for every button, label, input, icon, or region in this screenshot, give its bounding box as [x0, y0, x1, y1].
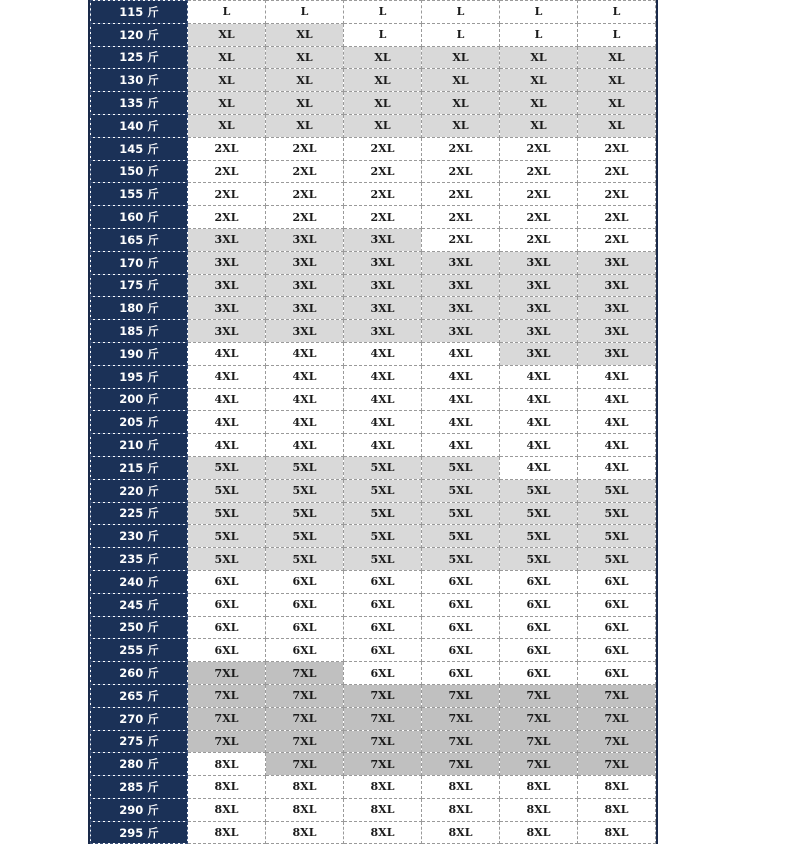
size-cell: 4XL: [578, 434, 656, 457]
weight-label: 260 斤: [91, 662, 188, 685]
weight-label: 275 斤: [91, 730, 188, 753]
size-cell: XL: [188, 46, 266, 69]
size-cell: 8XL: [344, 798, 422, 821]
size-cell: 2XL: [578, 228, 656, 251]
size-row: [91, 388, 656, 411]
size-cell: 4XL: [266, 342, 344, 365]
size-cell: 3XL: [188, 297, 266, 320]
weight-label: 190 斤: [91, 342, 188, 365]
size-cell: 5XL: [578, 525, 656, 548]
weight-label: 170 斤: [91, 251, 188, 274]
size-cell: 7XL: [578, 753, 656, 776]
size-cell: 2XL: [344, 183, 422, 206]
size-row: [91, 776, 656, 799]
size-cell: 8XL: [266, 821, 344, 844]
size-cell: L: [500, 23, 578, 46]
size-cell: 3XL: [188, 274, 266, 297]
size-cell: L: [188, 1, 266, 24]
size-cell: 2XL: [344, 137, 422, 160]
size-cell: XL: [500, 114, 578, 137]
size-cell: 2XL: [578, 160, 656, 183]
size-cell: 3XL: [188, 228, 266, 251]
size-cell: 7XL: [422, 753, 500, 776]
weight-label: 200 斤: [91, 388, 188, 411]
size-cell: 5XL: [500, 502, 578, 525]
size-cell: 3XL: [422, 251, 500, 274]
size-cell: 3XL: [500, 297, 578, 320]
size-cell: 8XL: [578, 776, 656, 799]
size-cell: 2XL: [266, 206, 344, 229]
size-cell: 5XL: [422, 548, 500, 571]
size-cell: 4XL: [188, 388, 266, 411]
size-table: [90, 0, 656, 844]
size-cell: 5XL: [188, 548, 266, 571]
size-cell: 3XL: [266, 228, 344, 251]
size-cell: 6XL: [344, 639, 422, 662]
weight-label: 290 斤: [91, 798, 188, 821]
size-cell: 8XL: [422, 776, 500, 799]
size-row: [91, 69, 656, 92]
size-cell: 5XL: [422, 456, 500, 479]
size-cell: 4XL: [500, 365, 578, 388]
weight-label: 220 斤: [91, 479, 188, 502]
size-cell: 8XL: [344, 821, 422, 844]
size-cell: XL: [500, 69, 578, 92]
size-row: [91, 525, 656, 548]
size-cell: 8XL: [500, 798, 578, 821]
weight-label: 130 斤: [91, 69, 188, 92]
size-row: [91, 434, 656, 457]
size-cell: XL: [188, 69, 266, 92]
size-cell: 8XL: [188, 776, 266, 799]
size-cell: XL: [422, 92, 500, 115]
size-row: [91, 114, 656, 137]
size-cell: 5XL: [344, 548, 422, 571]
size-cell: 2XL: [422, 228, 500, 251]
size-row: [91, 411, 656, 434]
size-cell: 7XL: [500, 684, 578, 707]
size-cell: XL: [344, 114, 422, 137]
size-row: [91, 502, 656, 525]
size-cell: 4XL: [500, 456, 578, 479]
size-cell: 4XL: [188, 434, 266, 457]
size-cell: 3XL: [500, 274, 578, 297]
size-cell: 5XL: [188, 502, 266, 525]
weight-label: 185 斤: [91, 320, 188, 343]
size-cell: 3XL: [266, 251, 344, 274]
weight-label: 155 斤: [91, 183, 188, 206]
size-row: [91, 662, 656, 685]
size-cell: 7XL: [500, 753, 578, 776]
size-cell: 4XL: [188, 342, 266, 365]
size-cell: 6XL: [188, 570, 266, 593]
weight-label: 235 斤: [91, 548, 188, 571]
size-cell: 5XL: [266, 456, 344, 479]
size-cell: 4XL: [188, 365, 266, 388]
size-cell: 6XL: [500, 639, 578, 662]
size-cell: 5XL: [188, 456, 266, 479]
size-cell: 6XL: [422, 639, 500, 662]
size-row: [91, 798, 656, 821]
size-cell: 4XL: [422, 411, 500, 434]
size-cell: 7XL: [188, 684, 266, 707]
size-cell: 3XL: [266, 297, 344, 320]
size-cell: 6XL: [266, 616, 344, 639]
size-row: [91, 297, 656, 320]
size-cell: 7XL: [266, 753, 344, 776]
size-cell: 8XL: [578, 821, 656, 844]
size-cell: 6XL: [266, 570, 344, 593]
size-cell: XL: [344, 92, 422, 115]
size-cell: 5XL: [266, 525, 344, 548]
size-cell: 6XL: [578, 662, 656, 685]
size-cell: 5XL: [344, 456, 422, 479]
size-row: [91, 548, 656, 571]
size-cell: 6XL: [188, 593, 266, 616]
size-row: [91, 23, 656, 46]
size-row: [91, 479, 656, 502]
size-cell: 3XL: [188, 251, 266, 274]
size-cell: 5XL: [578, 548, 656, 571]
size-cell: L: [578, 1, 656, 24]
weight-label: 165 斤: [91, 228, 188, 251]
size-cell: 6XL: [266, 593, 344, 616]
size-cell: 6XL: [344, 616, 422, 639]
size-cell: 8XL: [188, 821, 266, 844]
size-cell: 5XL: [422, 479, 500, 502]
weight-label: 145 斤: [91, 137, 188, 160]
size-cell: XL: [188, 23, 266, 46]
size-row: [91, 137, 656, 160]
size-cell: 6XL: [578, 616, 656, 639]
weight-label: 195 斤: [91, 365, 188, 388]
size-cell: 4XL: [266, 411, 344, 434]
size-cell: 5XL: [188, 479, 266, 502]
size-cell: 7XL: [422, 684, 500, 707]
size-cell: 4XL: [266, 365, 344, 388]
size-cell: 4XL: [188, 411, 266, 434]
size-cell: 2XL: [500, 160, 578, 183]
size-cell: 6XL: [422, 570, 500, 593]
size-cell: 7XL: [188, 730, 266, 753]
size-cell: 2XL: [422, 160, 500, 183]
size-cell: 2XL: [266, 183, 344, 206]
size-cell: 7XL: [422, 707, 500, 730]
size-cell: 6XL: [500, 593, 578, 616]
weight-label: 265 斤: [91, 684, 188, 707]
size-cell: 8XL: [500, 776, 578, 799]
size-cell: 6XL: [500, 570, 578, 593]
size-row: [91, 753, 656, 776]
size-cell: 5XL: [578, 502, 656, 525]
size-cell: L: [422, 1, 500, 24]
size-cell: 7XL: [500, 730, 578, 753]
weight-label: 295 斤: [91, 821, 188, 844]
size-cell: 4XL: [578, 411, 656, 434]
size-cell: 7XL: [578, 707, 656, 730]
size-cell: 3XL: [578, 320, 656, 343]
size-cell: XL: [500, 46, 578, 69]
size-cell: 8XL: [500, 821, 578, 844]
weight-label: 135 斤: [91, 92, 188, 115]
size-cell: 4XL: [422, 434, 500, 457]
size-cell: XL: [578, 46, 656, 69]
size-cell: 7XL: [266, 662, 344, 685]
size-cell: 4XL: [578, 365, 656, 388]
size-cell: XL: [344, 46, 422, 69]
size-cell: 6XL: [422, 616, 500, 639]
size-cell: 4XL: [266, 388, 344, 411]
size-cell: 7XL: [344, 707, 422, 730]
size-cell: 3XL: [188, 320, 266, 343]
size-row: [91, 228, 656, 251]
size-row: [91, 206, 656, 229]
weight-label: 160 斤: [91, 206, 188, 229]
size-cell: XL: [266, 92, 344, 115]
size-cell: 3XL: [344, 297, 422, 320]
size-cell: 4XL: [344, 342, 422, 365]
size-cell: 4XL: [422, 388, 500, 411]
size-cell: 3XL: [344, 228, 422, 251]
weight-label: 150 斤: [91, 160, 188, 183]
size-cell: 3XL: [344, 320, 422, 343]
size-cell: 2XL: [500, 183, 578, 206]
size-row: [91, 707, 656, 730]
size-cell: 2XL: [500, 137, 578, 160]
size-cell: 3XL: [422, 274, 500, 297]
size-row: [91, 730, 656, 753]
size-cell: 4XL: [578, 456, 656, 479]
size-cell: 5XL: [266, 479, 344, 502]
size-cell: 6XL: [188, 616, 266, 639]
size-cell: 7XL: [578, 684, 656, 707]
size-cell: L: [422, 23, 500, 46]
size-cell: 5XL: [266, 548, 344, 571]
size-row: [91, 320, 656, 343]
size-cell: 2XL: [422, 206, 500, 229]
size-cell: 2XL: [578, 183, 656, 206]
weight-label: 125 斤: [91, 46, 188, 69]
weight-label: 210 斤: [91, 434, 188, 457]
weight-label: 225 斤: [91, 502, 188, 525]
size-cell: 7XL: [266, 684, 344, 707]
size-row: [91, 456, 656, 479]
size-cell: 6XL: [500, 662, 578, 685]
size-cell: 2XL: [578, 206, 656, 229]
size-cell: 3XL: [422, 320, 500, 343]
size-cell: 4XL: [422, 342, 500, 365]
size-cell: 2XL: [188, 137, 266, 160]
size-cell: 6XL: [266, 639, 344, 662]
size-cell: 8XL: [266, 798, 344, 821]
size-cell: 3XL: [578, 342, 656, 365]
size-cell: 6XL: [578, 593, 656, 616]
size-cell: 2XL: [500, 206, 578, 229]
size-cell: 5XL: [500, 525, 578, 548]
weight-label: 175 斤: [91, 274, 188, 297]
weight-label: 270 斤: [91, 707, 188, 730]
weight-label: 205 斤: [91, 411, 188, 434]
size-cell: 5XL: [500, 548, 578, 571]
size-cell: XL: [422, 114, 500, 137]
size-cell: XL: [266, 46, 344, 69]
size-cell: 8XL: [344, 776, 422, 799]
size-cell: 2XL: [266, 160, 344, 183]
size-table-body: [91, 1, 656, 844]
size-row: [91, 1, 656, 24]
size-cell: 2XL: [422, 183, 500, 206]
size-cell: 3XL: [266, 320, 344, 343]
weight-label: 255 斤: [91, 639, 188, 662]
size-cell: 4XL: [344, 411, 422, 434]
size-cell: 8XL: [188, 798, 266, 821]
size-cell: XL: [344, 69, 422, 92]
size-cell: 7XL: [500, 707, 578, 730]
size-cell: 5XL: [266, 502, 344, 525]
size-cell: 4XL: [500, 434, 578, 457]
weight-label: 250 斤: [91, 616, 188, 639]
size-cell: 2XL: [578, 137, 656, 160]
size-cell: 3XL: [500, 251, 578, 274]
weight-label: 240 斤: [91, 570, 188, 593]
size-cell: XL: [578, 92, 656, 115]
size-cell: 4XL: [344, 365, 422, 388]
size-cell: 3XL: [578, 297, 656, 320]
size-cell: 3XL: [578, 274, 656, 297]
size-row: [91, 684, 656, 707]
size-row: [91, 274, 656, 297]
size-cell: XL: [500, 92, 578, 115]
size-cell: 4XL: [422, 365, 500, 388]
size-cell: 5XL: [578, 479, 656, 502]
size-cell: XL: [188, 114, 266, 137]
size-cell: 2XL: [188, 160, 266, 183]
size-cell: L: [578, 23, 656, 46]
size-cell: 7XL: [344, 730, 422, 753]
weight-label: 215 斤: [91, 456, 188, 479]
size-cell: 2XL: [188, 183, 266, 206]
size-cell: 4XL: [578, 388, 656, 411]
size-cell: 7XL: [188, 662, 266, 685]
size-row: [91, 616, 656, 639]
size-cell: 5XL: [344, 525, 422, 548]
size-cell: XL: [266, 23, 344, 46]
size-cell: XL: [578, 69, 656, 92]
size-cell: L: [344, 1, 422, 24]
size-cell: 5XL: [422, 525, 500, 548]
size-row: [91, 46, 656, 69]
size-cell: 7XL: [344, 684, 422, 707]
size-row: [91, 570, 656, 593]
size-row: [91, 821, 656, 844]
size-cell: 7XL: [266, 707, 344, 730]
size-cell: 3XL: [422, 297, 500, 320]
weight-label: 140 斤: [91, 114, 188, 137]
size-cell: 6XL: [344, 593, 422, 616]
size-cell: 7XL: [422, 730, 500, 753]
size-cell: 8XL: [266, 776, 344, 799]
size-cell: 8XL: [422, 821, 500, 844]
size-cell: 3XL: [266, 274, 344, 297]
size-cell: 4XL: [266, 434, 344, 457]
size-cell: 6XL: [578, 639, 656, 662]
size-cell: 3XL: [344, 251, 422, 274]
size-row: [91, 639, 656, 662]
size-cell: 2XL: [188, 206, 266, 229]
size-row: [91, 183, 656, 206]
weight-label: 120 斤: [91, 23, 188, 46]
size-cell: 5XL: [344, 502, 422, 525]
weight-label: 245 斤: [91, 593, 188, 616]
weight-label: 115 斤: [91, 1, 188, 24]
size-cell: 2XL: [422, 137, 500, 160]
size-cell: 5XL: [188, 525, 266, 548]
size-cell: L: [344, 23, 422, 46]
size-cell: 5XL: [422, 502, 500, 525]
size-cell: L: [500, 1, 578, 24]
size-cell: XL: [578, 114, 656, 137]
size-cell: 2XL: [344, 206, 422, 229]
size-cell: 4XL: [500, 388, 578, 411]
weight-label: 180 斤: [91, 297, 188, 320]
size-row: [91, 365, 656, 388]
size-cell: 3XL: [344, 274, 422, 297]
size-row: [91, 92, 656, 115]
size-cell: 2XL: [344, 160, 422, 183]
size-cell: 7XL: [578, 730, 656, 753]
size-chart: [88, 0, 658, 844]
size-cell: 2XL: [500, 228, 578, 251]
size-cell: XL: [422, 69, 500, 92]
size-cell: 3XL: [578, 251, 656, 274]
size-cell: 3XL: [500, 342, 578, 365]
size-cell: 6XL: [500, 616, 578, 639]
size-row: [91, 342, 656, 365]
size-cell: 6XL: [344, 662, 422, 685]
size-row: [91, 593, 656, 616]
size-cell: 5XL: [500, 479, 578, 502]
size-cell: 4XL: [344, 388, 422, 411]
size-cell: 3XL: [500, 320, 578, 343]
size-cell: XL: [422, 46, 500, 69]
size-cell: 4XL: [500, 411, 578, 434]
size-cell: 6XL: [578, 570, 656, 593]
size-cell: 7XL: [266, 730, 344, 753]
size-cell: L: [266, 1, 344, 24]
weight-label: 230 斤: [91, 525, 188, 548]
size-cell: 5XL: [344, 479, 422, 502]
weight-label: 285 斤: [91, 776, 188, 799]
size-cell: XL: [188, 92, 266, 115]
size-row: [91, 160, 656, 183]
size-cell: 8XL: [188, 753, 266, 776]
size-cell: XL: [266, 69, 344, 92]
size-cell: 6XL: [422, 593, 500, 616]
size-cell: 6XL: [188, 639, 266, 662]
size-cell: 6XL: [422, 662, 500, 685]
size-cell: 4XL: [344, 434, 422, 457]
size-cell: 8XL: [578, 798, 656, 821]
size-cell: 7XL: [344, 753, 422, 776]
weight-label: 280 斤: [91, 753, 188, 776]
size-cell: 6XL: [344, 570, 422, 593]
size-cell: 2XL: [266, 137, 344, 160]
size-cell: 8XL: [422, 798, 500, 821]
size-cell: 7XL: [188, 707, 266, 730]
size-cell: XL: [266, 114, 344, 137]
size-row: [91, 251, 656, 274]
